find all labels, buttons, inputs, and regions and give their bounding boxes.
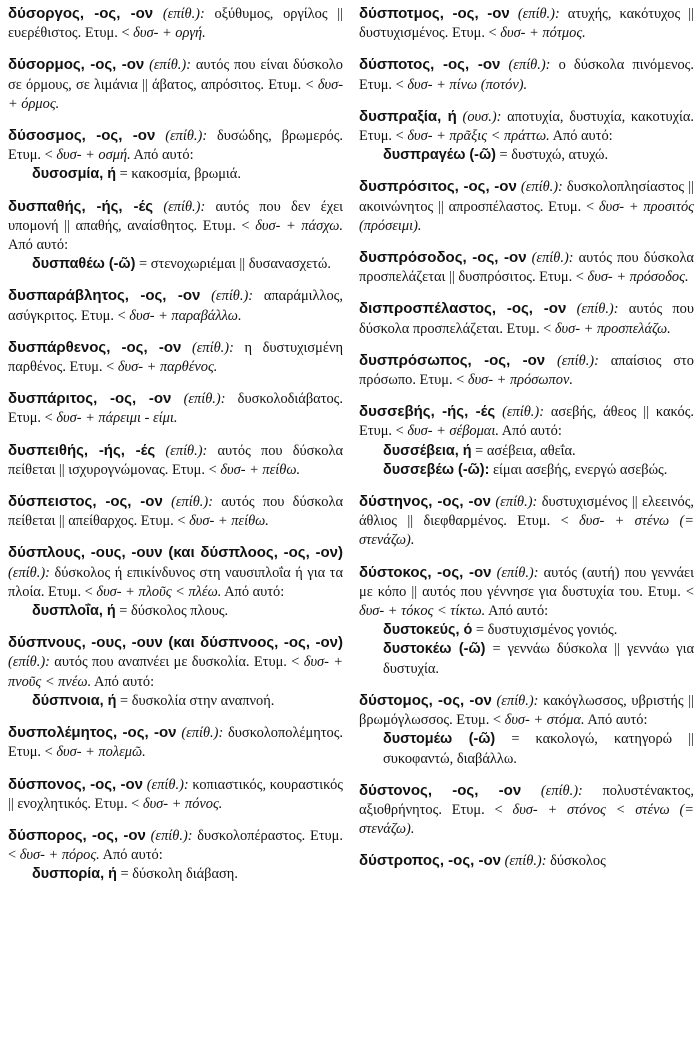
entry-definition: κακόγλωσσος, υβριστής || βρωμόγλωσσος. Ετυμ. < <box>359 692 694 729</box>
dictionary-entry <box>359 299 694 338</box>
derived-entry <box>8 692 343 711</box>
derived-definition: = δύσκολος πλους. <box>119 603 229 620</box>
entry-definition: αυτός που δύσκολα πείθεται || απείθαρχος. Ετυμ. < <box>8 494 343 530</box>
entry-definition: δυσκολοπέραστος. Ετυμ. < <box>8 827 343 864</box>
part-of-speech: (επίθ.): <box>163 198 206 215</box>
entry-definition: δυσώδης, βρωμερός. Ετυμ. < <box>8 128 343 164</box>
entry-headword: δύστονος, -ος, -ον <box>359 781 522 799</box>
derived-headword: δυσσεβέω (-ῶ): <box>383 461 490 478</box>
entry-headword: δυσσεβής, -ής, -ές <box>359 403 496 421</box>
derived-entry <box>8 865 343 884</box>
derived-intro: Από αυτό: <box>587 712 648 729</box>
part-of-speech: (επίθ.): <box>162 6 205 22</box>
right-column <box>357 4 694 1042</box>
entry-headword: δύστηνος, -ος, -ον <box>359 493 491 511</box>
part-of-speech: (επίθ.): <box>495 494 538 511</box>
derived-entry <box>359 730 694 768</box>
entry-etymology: δυσ- + παραβάλλω. <box>129 307 242 324</box>
entry-etymology: δυσ- + πάρειμι - είμι. <box>56 410 178 427</box>
entry-etymology: δυσ- + οργή. <box>133 25 206 42</box>
dictionary-entry <box>8 723 343 762</box>
entry-etymology: δυσ- + όρμος. <box>8 76 343 112</box>
derived-entry <box>359 640 694 678</box>
entry-headword: δυσπρόσιτος, -ος, -ον <box>359 178 517 196</box>
entry-definition: απαίσιος στο πρόσωπο. Ετυμ. < <box>359 352 694 389</box>
dictionary-entry <box>359 691 694 769</box>
dictionary-entry <box>8 55 343 114</box>
derived-entry <box>359 461 694 480</box>
derived-headword: δυστοκέω (-ῶ) <box>383 641 486 658</box>
entry-definition: αυτός που δεν έχει υπομονή || απαθής, αναίσθητος. Ετυμ. < <box>8 198 343 234</box>
entry-headword: δύσπορος, -ος, -ον <box>8 826 146 844</box>
entry-headword: δύσπειστος, -ος, -ον <box>8 493 163 511</box>
derived-intro: Από αυτό: <box>501 423 562 440</box>
derived-headword: δυστομέω (-ῶ) <box>383 731 496 748</box>
derived-headword: δυσπραγέω (-ῶ) <box>383 147 496 164</box>
derived-intro: Από αυτό: <box>8 237 69 254</box>
entry-definition: κοπιαστικός, κουραστικός || ενοχλητικός. Ετυμ. < <box>8 776 343 812</box>
entry-definition: αυτός που δύσκολα πείθεται || ισχυρογνώμονας. Ετυμ. < <box>8 442 344 478</box>
derived-headword: δύσπνοια, ή <box>32 692 117 709</box>
entry-etymology: δυσ- + προσιτός (πρόσειμι). <box>359 198 694 234</box>
dictionary-entry <box>359 851 694 871</box>
derived-headword: δυσοσμία, ή <box>32 166 117 183</box>
part-of-speech: (επίθ.): <box>149 57 191 74</box>
entry-definition: αυτός που είναι δύσκολο σε όρμους, σε λιμάνια || άβατος, απρόσιτος. Ετυμ. < <box>8 57 343 93</box>
dictionary-entry <box>359 107 694 166</box>
derived-headword: δυσσέβεια, ή <box>383 442 472 459</box>
derived-intro: Από αυτό: <box>224 583 285 600</box>
part-of-speech: (επίθ.): <box>496 564 539 581</box>
entry-etymology: δυσ- + πίνω (ποτόν). <box>407 76 528 93</box>
derived-entry <box>8 165 343 184</box>
entry-etymology: δυσ- + στόμα. <box>504 712 585 729</box>
entry-headword: δυσπάρθενος, -ος, -ον <box>8 338 182 356</box>
dictionary-entry <box>359 351 694 390</box>
part-of-speech: (επίθ.): <box>517 6 560 22</box>
derived-definition: = κακολογώ, κατηγορώ || συκοφαντώ, διαβάλλω. <box>383 731 694 767</box>
part-of-speech: (επίθ.): <box>211 288 254 305</box>
derived-intro: Από αυτό: <box>133 147 194 164</box>
entry-definition: ασεβής, άθεος || κακός. Ετυμ. < <box>359 404 694 440</box>
part-of-speech: (ουσ.): <box>462 108 502 125</box>
entry-headword: δυσπρόσωπος, -ος, -ον <box>359 351 546 369</box>
entry-definition: δύσκολος <box>550 853 606 870</box>
entry-headword: δυσπαθής, -ής, -ές <box>8 197 154 215</box>
entry-headword: δύστομος, -ος, -ον <box>359 691 492 709</box>
entry-definition: οξύθυμος, οργίλος || ευερέθιστος. Ετυμ. < <box>8 6 343 42</box>
entry-headword: δύσοργος, -ος, -ον <box>8 5 154 22</box>
entry-headword: δύσπονος, -ος, -ον <box>8 775 144 793</box>
derived-definition: = κακοσμία, βρωμιά. <box>119 166 241 183</box>
entry-etymology: δυσ- + τόκος < τίκτω. <box>359 603 486 620</box>
dictionary-entry <box>359 402 694 480</box>
dictionary-entry <box>8 197 343 275</box>
dictionary-entry <box>359 492 694 551</box>
derived-intro: Από αυτό: <box>93 673 155 690</box>
derived-intro: Από αυτό: <box>552 128 613 145</box>
part-of-speech: (επίθ.): <box>8 654 50 671</box>
part-of-speech: (επίθ.): <box>496 692 539 709</box>
entry-definition: αυτός που δύσκολα προσπελάζεται. Ετυμ. < <box>359 301 694 337</box>
entry-headword: δύστροπος, -ος, -ον <box>359 852 501 870</box>
entry-etymology: δυσ- + στόνος < στένω (= στενάζω). <box>359 801 694 838</box>
derived-definition: = ασέβεια, αθεΐα. <box>475 442 576 459</box>
derived-definition: = δυστυχισμένος γονιός. <box>475 622 618 639</box>
derived-intro: Από αυτό: <box>102 847 163 864</box>
part-of-speech: (επίθ.): <box>531 250 574 267</box>
derived-definition: = δυσκολία στην αναπνοή. <box>120 692 275 709</box>
entry-definition: αποτυχία, δυστυχία, κακοτυχία. Ετυμ. < <box>359 108 694 145</box>
dictionary-entry <box>8 338 343 377</box>
part-of-speech: (επίθ.): <box>150 827 193 844</box>
entry-etymology: δυσ- + προσπελάζω. <box>554 320 671 337</box>
derived-definition: = στενοχωριέμαι || δυσανασχετώ. <box>138 256 331 273</box>
entry-headword: δύσορμος, -ος, -ον <box>8 56 145 74</box>
entry-etymology: δυσ- + πρόσοδος. <box>587 269 689 286</box>
derived-definition: = δυστυχώ, ατυχώ. <box>499 147 609 164</box>
entry-etymology: δυσ- + πείθω. <box>189 513 269 530</box>
entry-etymology: δυσ- + πνοῦς < πνέω. <box>8 654 344 690</box>
part-of-speech: (επίθ.): <box>520 179 563 196</box>
entry-definition: δυσκολοπολέμητος. Ετυμ. < <box>8 725 343 761</box>
derived-entry <box>8 255 343 274</box>
entry-etymology: δυσ- + σέβομαι. <box>407 423 499 440</box>
derived-definition: = δύσκολη διάβαση. <box>120 866 238 883</box>
dictionary-entry <box>8 4 343 43</box>
entry-definition: η δυστυχισμένη παρθένος. Ετυμ. < <box>8 339 343 376</box>
entry-headword: δύσπνους, -ους, -ουν (και δύσπνοος, -ος, -ον) <box>8 634 343 652</box>
dictionary-entry <box>359 563 694 679</box>
derived-entry <box>359 442 694 461</box>
part-of-speech: (επίθ.): <box>540 782 583 799</box>
part-of-speech: (επίθ.): <box>556 352 599 369</box>
entry-definition: δυσκολοπλησίαστος || ακοινώνητος || απροσπέλαστος. Ετυμ. < <box>359 179 694 215</box>
entry-etymology: δυσ- + στένω (= στενάζω). <box>359 513 694 549</box>
dictionary-entry <box>359 177 694 236</box>
dictionary-entry <box>8 633 343 711</box>
entry-definition: αυτός που αναπνέει με δυσκολία. Ετυμ. < <box>54 654 300 671</box>
entry-definition: δυσκολοδιάβατος. Ετυμ. < <box>8 391 343 427</box>
entry-etymology: δυσ- + πότμος. <box>500 25 586 42</box>
dictionary-entry <box>359 248 694 287</box>
entry-definition: απαράμιλλος, ασύγκριτος. Ετυμ. < <box>8 288 343 324</box>
entry-definition: δύσκολος ή επικίνδυνος στη ναυσιπλοΐα ή για τα πλοία. Ετυμ. < <box>8 564 343 600</box>
entry-etymology: δυσ- + πλοῦς < πλέω. <box>96 583 222 600</box>
part-of-speech: (επίθ.): <box>502 404 544 421</box>
entry-definition: πολυστένακτος, αξιοθρήνητος. Ετυμ. < <box>359 782 694 818</box>
entry-headword: δυσπειθής, -ής, -ές <box>8 441 156 459</box>
part-of-speech: (επίθ.): <box>146 776 189 793</box>
part-of-speech: (επίθ.): <box>508 57 551 74</box>
entry-headword: δυσπρόσοδος, -ος, -ον <box>359 249 527 267</box>
entry-etymology: δυσ- + πόνος. <box>142 795 223 812</box>
entry-etymology: δυσ- + πρᾶξις < πράττω. <box>407 128 550 145</box>
dictionary-entry <box>8 826 343 885</box>
entry-headword: δυσπραξία, ή <box>359 107 457 125</box>
entry-definition: ο δύσκολα πινόμενος. Ετυμ. < <box>359 57 694 93</box>
dictionary-entry <box>8 389 343 428</box>
entry-headword: δύσπλους, -ους, -ουν (και δύσπλοος, -ος, -ον) <box>8 544 343 562</box>
left-column <box>8 4 347 1042</box>
derived-entry <box>359 146 694 165</box>
entry-definition: αυτός (αυτή) που γεννάει με κόπο || αυτός που γέννησε για δυστυχία του. Ετυμ. < <box>359 564 694 600</box>
entry-headword: δύσποτος, -ος, -ον <box>359 56 501 74</box>
part-of-speech: (επίθ.): <box>504 853 547 870</box>
dictionary-entry <box>8 492 343 531</box>
entry-etymology: δυσ- + πάσχω. <box>255 217 343 234</box>
entry-etymology: δυσ- + πρόσωπον. <box>467 372 573 389</box>
dictionary-entry <box>8 126 343 185</box>
dictionary-entry <box>8 286 343 325</box>
entry-etymology: δυσ- + πολεμῶ. <box>56 744 146 761</box>
derived-definition: = γεννάω δύσκολα || γεννάω για δυστυχία. <box>383 641 694 677</box>
part-of-speech: (επίθ.): <box>183 391 226 408</box>
derived-entry <box>359 621 694 640</box>
derived-headword: δυστοκεύς, ό <box>383 622 473 639</box>
derived-headword: δυσπορία, ή <box>32 866 117 883</box>
entry-headword: δυσπολέμητος, -ος, -ον <box>8 724 177 742</box>
dictionary-entry <box>8 775 343 814</box>
derived-entry <box>8 602 343 621</box>
entry-headword: δυσπαράβλητος, -ος, -ον <box>8 287 201 305</box>
entry-definition: ατυχής, κακότυχος || δυστυχισμένος. Ετυμ. < <box>359 6 694 42</box>
dictionary-entry <box>359 4 694 43</box>
part-of-speech: (επίθ.): <box>171 494 213 511</box>
dictionary-entry <box>359 781 694 840</box>
part-of-speech: (επίθ.): <box>576 301 619 318</box>
part-of-speech: (επίθ.): <box>165 128 208 145</box>
derived-headword: δυσπαθέω (-ῶ) <box>32 256 136 273</box>
part-of-speech: (επίθ.): <box>181 725 224 742</box>
dictionary-entry <box>8 543 343 621</box>
entry-etymology: δυσ- + πείθω. <box>220 461 301 478</box>
entry-headword: δύστοκος, -ος, -ον <box>359 563 492 581</box>
entry-etymology: δυσ- + πόρος. <box>19 847 100 864</box>
entry-headword: δύσποτμος, -ος, -ον <box>359 5 510 22</box>
entry-etymology: δυσ- + οσμή. <box>56 147 131 164</box>
entry-definition: δυστυχισμένος || ελεεινός, άθλιος || διεφθαρμένος. Ετυμ. < <box>359 494 694 530</box>
entry-definition: αυτός που δύσκολα προσπελάζεται || δυσπρόσιτος. Ετυμ. < <box>359 250 694 286</box>
part-of-speech: (επίθ.): <box>165 442 208 459</box>
entry-headword: δισπροσπέλαστος, -ος, -ον <box>359 300 567 318</box>
entry-headword: δυσπάριτος, -ος, -ον <box>8 390 172 408</box>
dictionary-entry <box>8 441 343 480</box>
entry-headword: δύσοσμος, -ος, -ον <box>8 127 156 145</box>
dictionary-entry <box>359 55 694 94</box>
derived-intro: Από αυτό: <box>488 603 549 620</box>
derived-headword: δυσπλοΐα, ή <box>32 603 116 620</box>
derived-definition: είμαι ασεβής, ενεργώ ασεβώς. <box>493 461 668 478</box>
entry-etymology: δυσ- + παρθένος. <box>117 359 218 376</box>
part-of-speech: (επίθ.): <box>8 564 50 581</box>
part-of-speech: (επίθ.): <box>191 339 234 356</box>
